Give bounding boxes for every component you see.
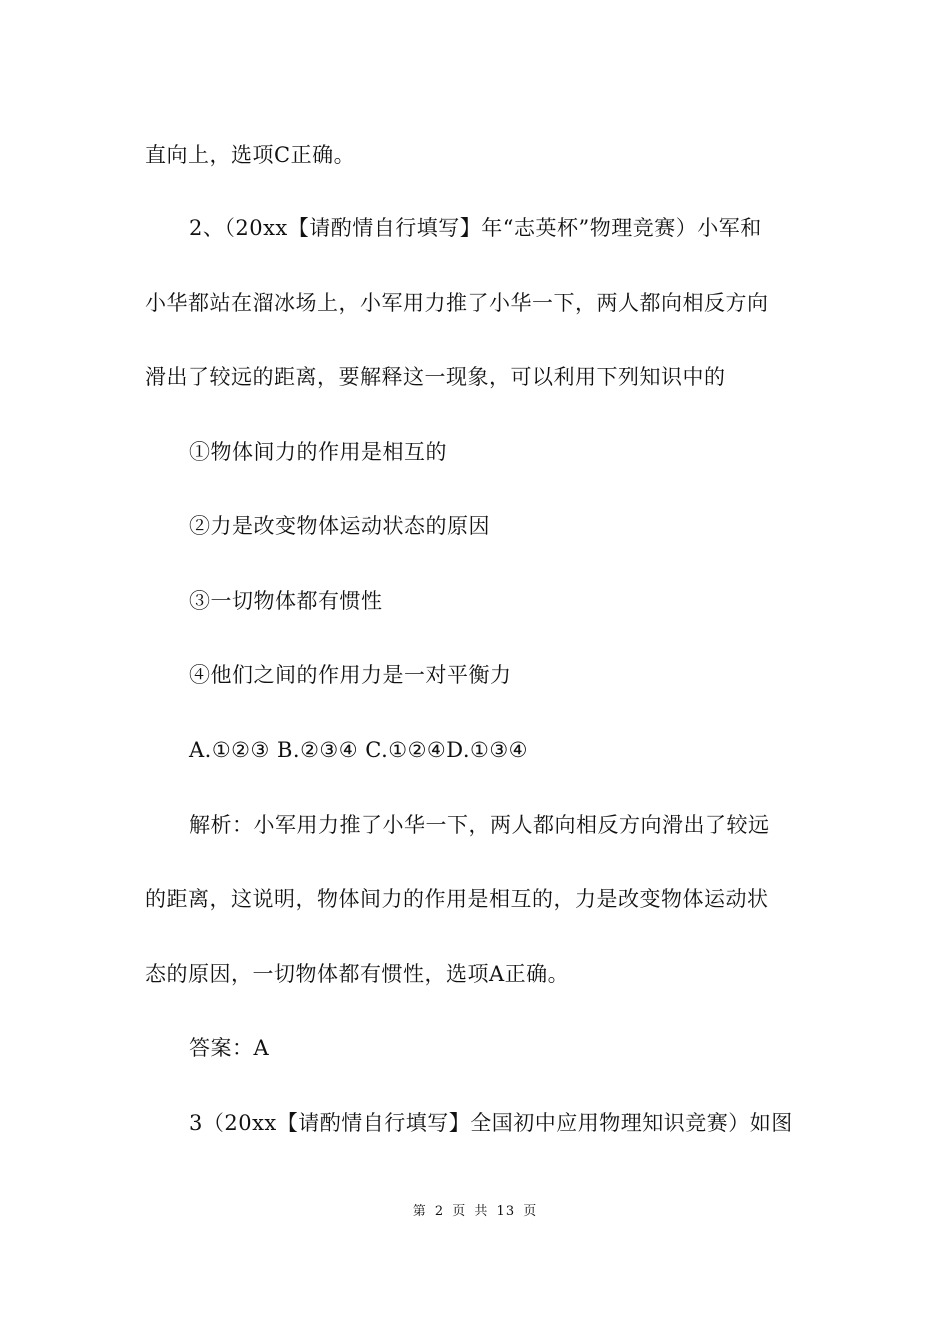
option-statement-2: ②力是改变物体运动状态的原因 [189, 514, 490, 538]
text-line: 小华都站在溜冰场上，小军用力推了小华一下，两人都向相反方向 [145, 291, 769, 315]
page-number-footer: 第 2 页 共 13 页 [412, 1204, 538, 1219]
answer-text: 答案：A [189, 1036, 270, 1060]
analysis-text: 解析：小军用力推了小华一下，两人都向相反方向滑出了较远 [189, 813, 770, 837]
answer-choices: A.①②③ B.②③④ C.①②④D.①③④ [189, 738, 528, 762]
option-statement-1: ①物体间力的作用是相互的 [189, 440, 447, 464]
text-line: 态的原因，一切物体都有惯性，选项A正确。 [145, 962, 570, 986]
text-line: 直向上，选项C正确。 [145, 143, 356, 167]
text-line: 滑出了较远的距离，要解释这一现象，可以利用下列知识中的 [145, 365, 726, 389]
question-2-heading: 2、（20xx【请酌情自行填写】年“志英杯”物理竞赛）小军和 [189, 216, 762, 240]
option-statement-4: ④他们之间的作用力是一对平衡力 [189, 663, 512, 687]
option-statement-3: ③一切物体都有惯性 [189, 589, 383, 613]
text-line: 的距离，这说明，物体间力的作用是相互的，力是改变物体运动状 [145, 887, 769, 911]
question-3-heading: 3（20xx【请酌情自行填写】全国初中应用物理知识竞赛）如图 [189, 1111, 793, 1135]
